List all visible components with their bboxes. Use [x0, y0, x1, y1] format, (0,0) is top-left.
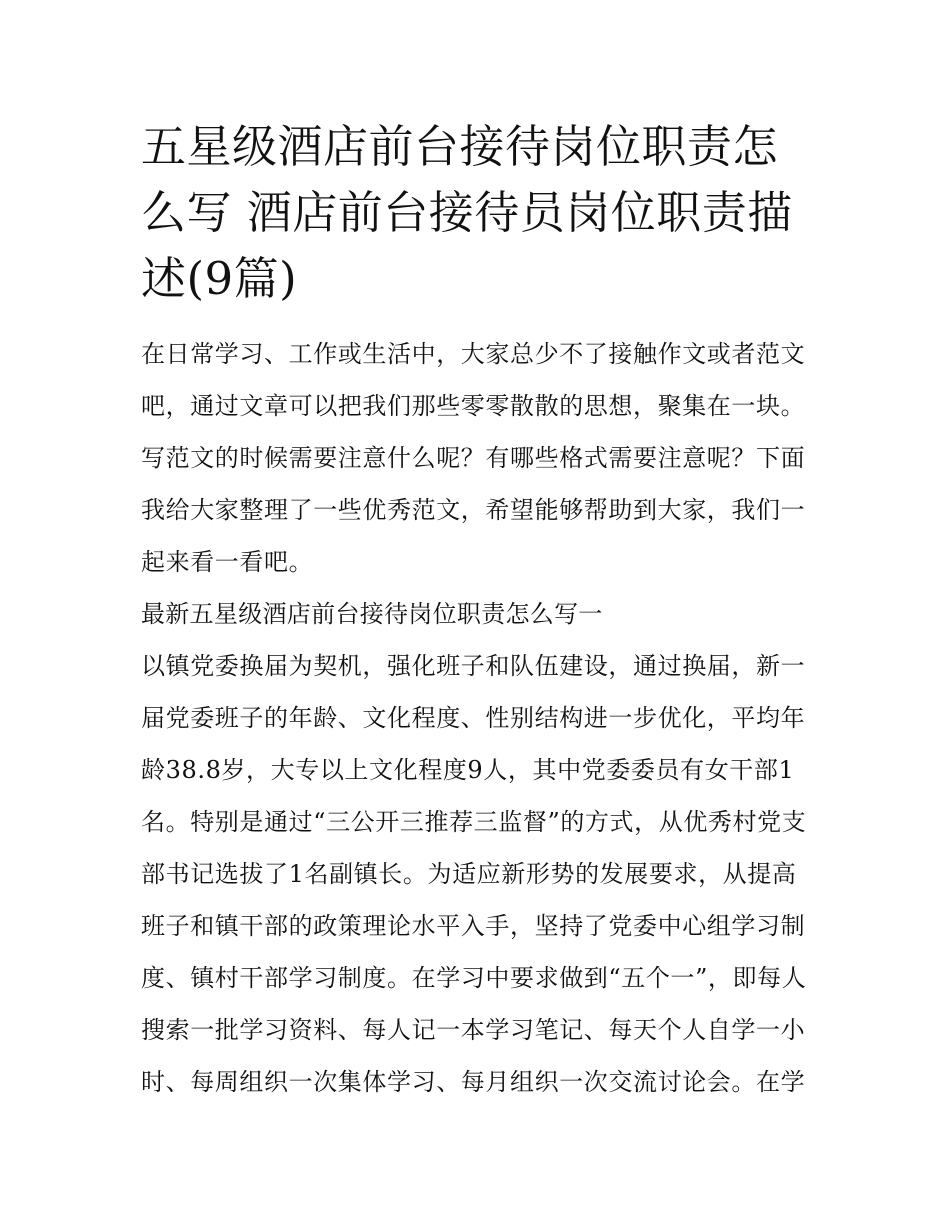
document-title: 五星级酒店前台接待岗位职责怎么写 酒店前台接待员岗位职责描述(9篇)	[141, 120, 793, 305]
intro-paragraph: 在日常学习、工作或生活中，大家总少不了接触作文或者范文吧，通过文章可以把我们那些零零散散的思想，聚集在一块。写范文的时候需要注意什么呢？有哪些格式需要注意呢？下面我给大家整理了一些优秀范文，希望能够帮助到大家，我们一起来看一看吧。	[141, 340, 806, 576]
section-body-paragraph: 以镇党委换届为契机，强化班子和队伍建设，通过换届，新一届党委班子的年龄、文化程度、性别结构进一步优化，平均年龄38.8岁，大专以上文化程度9人，其中党委委员有女干部1名。特别是通过“三公开三推荐三监督”的方式，从优秀村党支部书记选拔了1名副镇长。为适应新形势的发展要求，从提高班子和镇干部的政策理论水平入手，坚持了党委中心组学习制度、镇村干部学习制度。在学习中要求做到“五个一”，即每人搜索一批学习资料、每人记一本学习笔记、每天个人自学一小时、每周组织一次集体学习、每月组织一次交流讨论会。在学	[141, 652, 807, 1096]
section-heading: 最新五星级酒店前台接待岗位职责怎么写一	[141, 600, 603, 628]
document-content	[141, 114, 813, 1108]
